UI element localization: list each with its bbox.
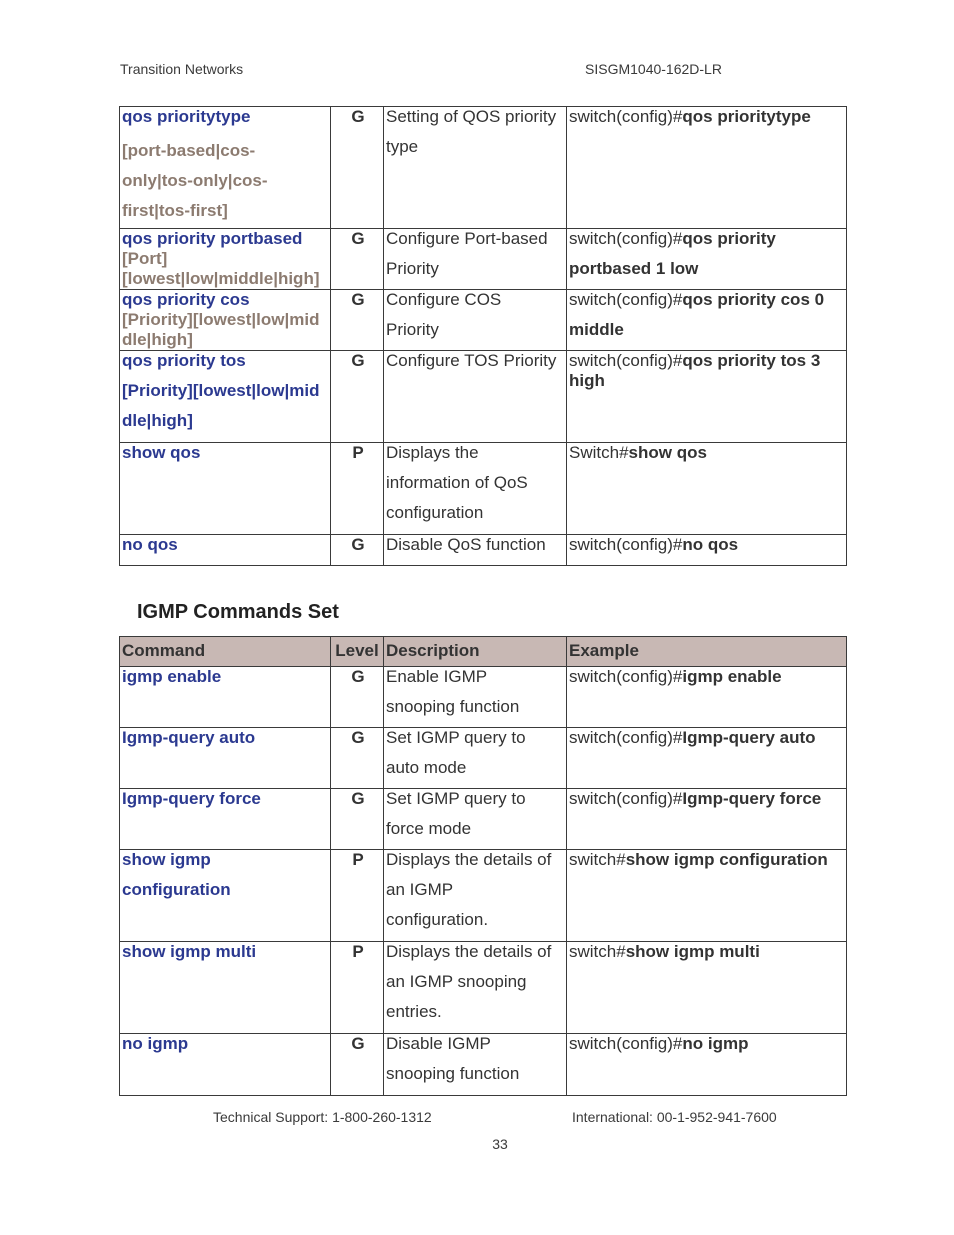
description-cell [384,1034,567,1096]
column-header-level: Level [331,637,384,667]
command-cell [120,728,331,789]
command-cell [120,535,331,566]
description-cell [384,667,567,728]
example-command: Igmp-query force [682,789,822,808]
example-command-cont: portbased 1 low [569,259,699,278]
description-line: information of QoS [386,473,528,492]
level-cell: G [331,789,384,850]
command-name: no qos [122,535,178,554]
example-prefix: switch(config)# [569,229,683,248]
table-row [120,535,847,566]
command-name: Igmp-query force [122,789,261,808]
example-prefix: switch# [569,850,626,869]
description-line: Configure Port-based [386,229,548,248]
description-cell [384,229,567,290]
example-prefix: switch(config)# [569,789,683,808]
command-cell [120,290,331,351]
command-param: dle|high] [122,330,193,349]
description-line: Configure TOS Priority [386,351,557,370]
description-line: Setting of QOS priority [386,107,557,126]
example-command: show qos [628,443,707,462]
example-prefix: switch(config)# [569,351,683,370]
command-cell [120,850,331,942]
description-cell [384,107,567,229]
example-cell [567,443,847,535]
description-line: snooping function [386,697,520,716]
description-line: Set IGMP query to [386,789,526,808]
example-cell [567,942,847,1034]
section-title: IGMP Commands Set [137,601,339,623]
command-name: show igmp multi [122,942,257,961]
description-line: Configure COS [386,290,502,309]
table-header-row [120,637,847,667]
igmp-commands-table [119,636,847,1096]
example-cell [567,667,847,728]
level-cell: G [331,107,384,229]
level-cell: G [331,728,384,789]
level-cell: P [331,942,384,1034]
command-param: only|tos-only|cos- [122,171,268,190]
command-name: Igmp-query auto [122,728,256,747]
description-line: configuration. [386,910,489,929]
command-param: first|tos-first] [122,201,228,220]
table-row [120,667,847,728]
table-row [120,443,847,535]
command-name: qos priority cos [122,290,250,309]
description-line: Enable IGMP [386,667,488,686]
description-line: Disable IGMP [386,1034,491,1053]
description-line: an IGMP [386,880,454,899]
example-command: Igmp-query auto [682,728,816,747]
description-line: an IGMP snooping [386,972,527,991]
description-cell [384,290,567,351]
command-name: igmp enable [122,667,222,686]
command-cell [120,942,331,1034]
command-cell [120,351,331,443]
description-cell [384,789,567,850]
example-cell [567,535,847,566]
header-company: Transition Networks [120,61,244,77]
command-name: qos prioritytype [122,107,251,126]
description-line: type [386,137,419,156]
description-line: configuration [386,503,484,522]
description-line: Disable QoS function [386,535,546,554]
example-command: qos priority cos 0 [682,290,825,309]
example-command-cont: middle [569,320,624,339]
example-prefix: switch(config)# [569,535,683,554]
description-line: Displays the details of [386,850,552,869]
column-header-command: Command [120,637,331,667]
command-param: [port-based|cos- [122,141,256,160]
level-cell: G [331,535,384,566]
command-name: show igmp [122,850,211,869]
example-cell [567,107,847,229]
command-cell [120,229,331,290]
command-param: dle|high] [122,411,193,430]
table-row [120,942,847,1034]
description-line: Displays the details of [386,942,552,961]
qos-commands-table [119,106,847,566]
example-prefix: switch# [569,942,626,961]
command-cell [120,443,331,535]
footer-international: International: 00-1-952-941-7600 [572,1109,777,1125]
level-cell: G [331,229,384,290]
description-cell [384,728,567,789]
description-line: force mode [386,819,472,838]
example-command: igmp enable [682,667,782,686]
command-param: [Priority][lowest|low|mid [122,381,320,400]
description-line: Priority [386,320,439,339]
example-prefix: switch(config)# [569,667,683,686]
table-row [120,850,847,942]
example-command-cont: high [569,371,605,390]
description-cell [384,942,567,1034]
column-header-description: Description [384,637,567,667]
description-line: Displays the [386,443,479,462]
example-command: qos prioritytype [682,107,811,126]
description-line: Priority [386,259,439,278]
command-name: show qos [122,443,201,462]
example-cell [567,229,847,290]
command-cell [120,1034,331,1096]
level-cell: G [331,290,384,351]
example-prefix: switch(config)# [569,1034,683,1053]
command-param: [Port] [122,249,168,268]
example-command: show igmp configuration [625,850,828,869]
example-command: no igmp [682,1034,749,1053]
example-command: no qos [682,535,739,554]
example-command: show igmp multi [625,942,760,961]
example-cell [567,850,847,942]
description-line: snooping function [386,1064,520,1083]
description-line: entries. [386,1002,442,1021]
example-prefix: Switch# [569,443,629,462]
level-cell: G [331,1034,384,1096]
level-cell: G [331,351,384,443]
description-cell [384,535,567,566]
command-param: [lowest|low|middle|high] [122,269,320,288]
page-number: 33 [492,1136,508,1152]
table-row [120,728,847,789]
table-row [120,351,847,443]
footer-support: Technical Support: 1-800-260-1312 [213,1109,432,1125]
command-name: qos priority tos [122,351,246,370]
example-cell [567,728,847,789]
table-row [120,229,847,290]
example-cell [567,1034,847,1096]
command-name: qos priority portbased [122,229,303,248]
description-cell [384,351,567,443]
description-line: Set IGMP query to [386,728,526,747]
command-cell [120,107,331,229]
description-cell [384,443,567,535]
level-cell: P [331,850,384,942]
table-row [120,789,847,850]
table-row [120,290,847,351]
command-name: no igmp [122,1034,189,1053]
example-cell [567,290,847,351]
example-cell [567,351,847,443]
example-prefix: switch(config)# [569,107,683,126]
command-name-cont: configuration [122,880,231,899]
command-param: [Priority][lowest|low|mid [122,310,320,329]
example-prefix: switch(config)# [569,290,683,309]
header-model: SISGM1040-162D-LR [585,61,722,77]
example-command: qos priority [682,229,776,248]
example-cell [567,789,847,850]
column-header-example: Example [567,637,847,667]
command-cell [120,667,331,728]
description-cell [384,850,567,942]
example-command: qos priority tos 3 [682,351,821,370]
level-cell: P [331,443,384,535]
level-cell: G [331,667,384,728]
example-prefix: switch(config)# [569,728,683,747]
command-cell [120,789,331,850]
table-row [120,107,847,229]
table-row [120,1034,847,1096]
description-line: auto mode [386,758,467,777]
